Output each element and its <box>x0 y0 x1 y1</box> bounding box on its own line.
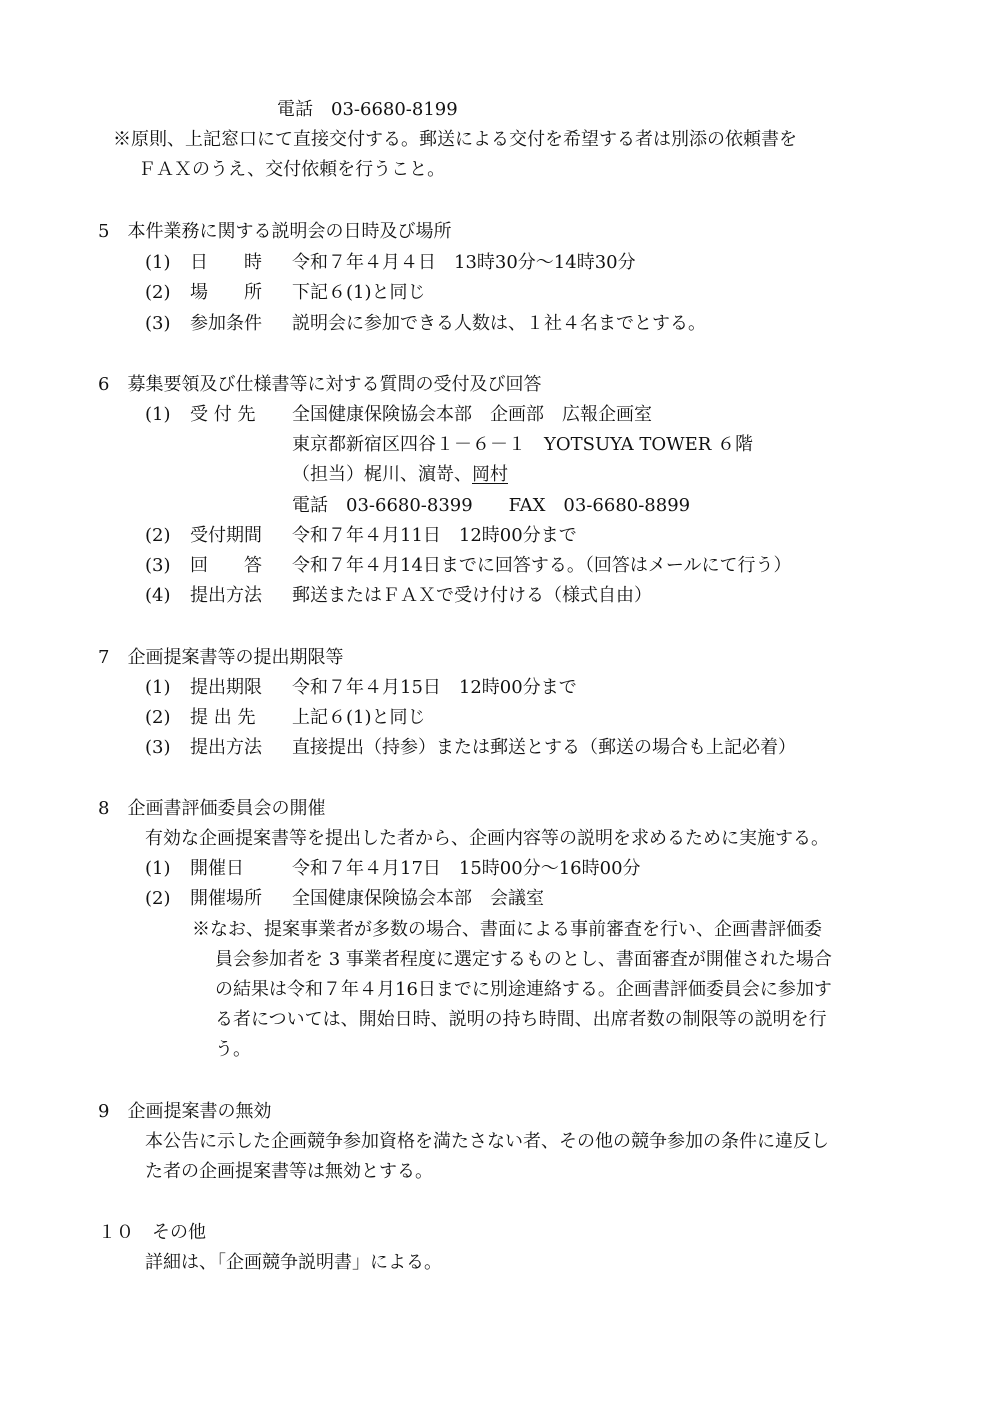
s8-item-1-value: 令和７年４月17日 15時00分～16時00分 <box>292 858 641 879</box>
s7-item-1-label: 提出期限 <box>190 677 262 698</box>
s7-item-1-num: (1) <box>145 677 171 698</box>
s6-item-4-num: (4) <box>145 585 171 606</box>
s6-contact-underlined-name: 岡村 <box>472 464 508 485</box>
s6-item-2-num: (2) <box>145 525 171 546</box>
s5-item-3-label: 参加条件 <box>190 313 262 334</box>
s9-body-line2: た者の企画提案書等は無効とする。 <box>145 1161 433 1182</box>
s8-note-line2: 員会参加者を 3 事業者程度に選定するものとし、書面審査が開催された場合 <box>215 949 832 970</box>
intro-note-line2: ＦＡＸのうえ、交付依頼を行うこと。 <box>138 159 446 180</box>
s6-item-1-address: 東京都新宿区四谷１－６－１ YOTSUYA TOWER ６階 <box>292 434 754 455</box>
s8-item-1-label: 開催日 <box>190 858 244 879</box>
s5-item-2-num: (2) <box>145 282 171 303</box>
s6-item-3-label: 回 答 <box>190 555 262 576</box>
s6-item-3-num: (3) <box>145 555 171 576</box>
section-10-title: １０ その他 <box>98 1222 206 1243</box>
s5-item-3-value: 説明会に参加できる人数は、１社４名までとする。 <box>292 313 706 334</box>
s6-item-1-contact <box>292 463 508 487</box>
s8-lead: 有効な企画提案書等を提出した者から、企画内容等の説明を求めるために実施する。 <box>145 828 829 849</box>
s6-item-1-value: 全国健康保険協会本部 企画部 広報企画室 <box>292 404 652 425</box>
s8-item-2-label: 開催場所 <box>190 888 262 909</box>
s8-item-2-num: (2) <box>145 888 171 909</box>
s6-contact-prefix: （担当）梶川、濵嵜、 <box>292 464 472 485</box>
s7-item-3-value: 直接提出（持参）または郵送とする（郵送の場合も上記必着） <box>292 737 796 758</box>
section-7-title: 7 企画提案書等の提出期限等 <box>98 647 344 668</box>
s6-item-3-value: 令和７年４月14日までに回答する。（回答はメールにて行う） <box>292 555 792 576</box>
s6-item-4-value: 郵送またはＦＡＸで受け付ける（様式自由） <box>292 585 652 606</box>
s6-item-1-num: (1) <box>145 404 171 425</box>
s7-item-2-label: 提 出 先 <box>190 707 256 728</box>
s9-body-line1: 本公告に示した企画競争参加資格を満たさない者、その他の競争参加の条件に違反し <box>145 1131 829 1152</box>
section-9-title: 9 企画提案書の無効 <box>98 1101 272 1122</box>
s7-item-2-num: (2) <box>145 707 171 728</box>
s5-item-1-num: (1) <box>145 252 171 273</box>
s8-note-line3: の結果は令和７年４月16日までに別途連絡する。企画書評価委員会に参加す <box>215 979 832 1000</box>
s7-item-1-value: 令和７年４月15日 12時00分まで <box>292 677 577 698</box>
s6-item-1-phone-fax: 電話 03-6680-8399 FAX 03-6680-8899 <box>292 495 691 516</box>
s5-item-2-value: 下記６(1)と同じ <box>292 282 426 303</box>
s6-item-4-label: 提出方法 <box>190 585 262 606</box>
s8-item-2-value: 全国健康保険協会本部 会議室 <box>292 888 544 909</box>
s10-body: 詳細は、「企画競争説明書」による。 <box>145 1252 442 1273</box>
s6-item-1-label: 受 付 先 <box>190 404 256 425</box>
intro-note-line1: ※原則、上記窓口にて直接交付する。郵送による交付を希望する者は別添の依頼書を <box>113 129 797 150</box>
s6-item-2-value: 令和７年４月11日 12時00分まで <box>292 525 577 546</box>
s8-note-line1: ※なお、提案事業者が多数の場合、書面による事前審査を行い、企画書評価委 <box>192 919 822 940</box>
s8-item-1-num: (1) <box>145 858 171 879</box>
s8-note-line4: る者については、開始日時、説明の持ち時間、出席者数の制限等の説明を行 <box>215 1009 827 1030</box>
s5-item-3-num: (3) <box>145 313 171 334</box>
s6-item-2-label: 受付期間 <box>190 525 262 546</box>
intro-phone: 電話 03-6680-8199 <box>277 99 458 120</box>
section-8-title: 8 企画書評価委員会の開催 <box>98 798 326 819</box>
s5-item-1-value: 令和７年４月４日 13時30分～14時30分 <box>292 252 636 273</box>
section-5-title: 5 本件業務に関する説明会の日時及び場所 <box>98 221 452 242</box>
s7-item-3-label: 提出方法 <box>190 737 262 758</box>
s7-item-3-num: (3) <box>145 737 171 758</box>
section-6-title: 6 募集要領及び仕様書等に対する質問の受付及び回答 <box>98 374 542 395</box>
s8-note-line5: う。 <box>215 1039 251 1060</box>
s5-item-2-label: 場 所 <box>190 282 262 303</box>
s7-item-2-value: 上記６(1)と同じ <box>292 707 426 728</box>
s5-item-1-label: 日 時 <box>190 252 262 273</box>
